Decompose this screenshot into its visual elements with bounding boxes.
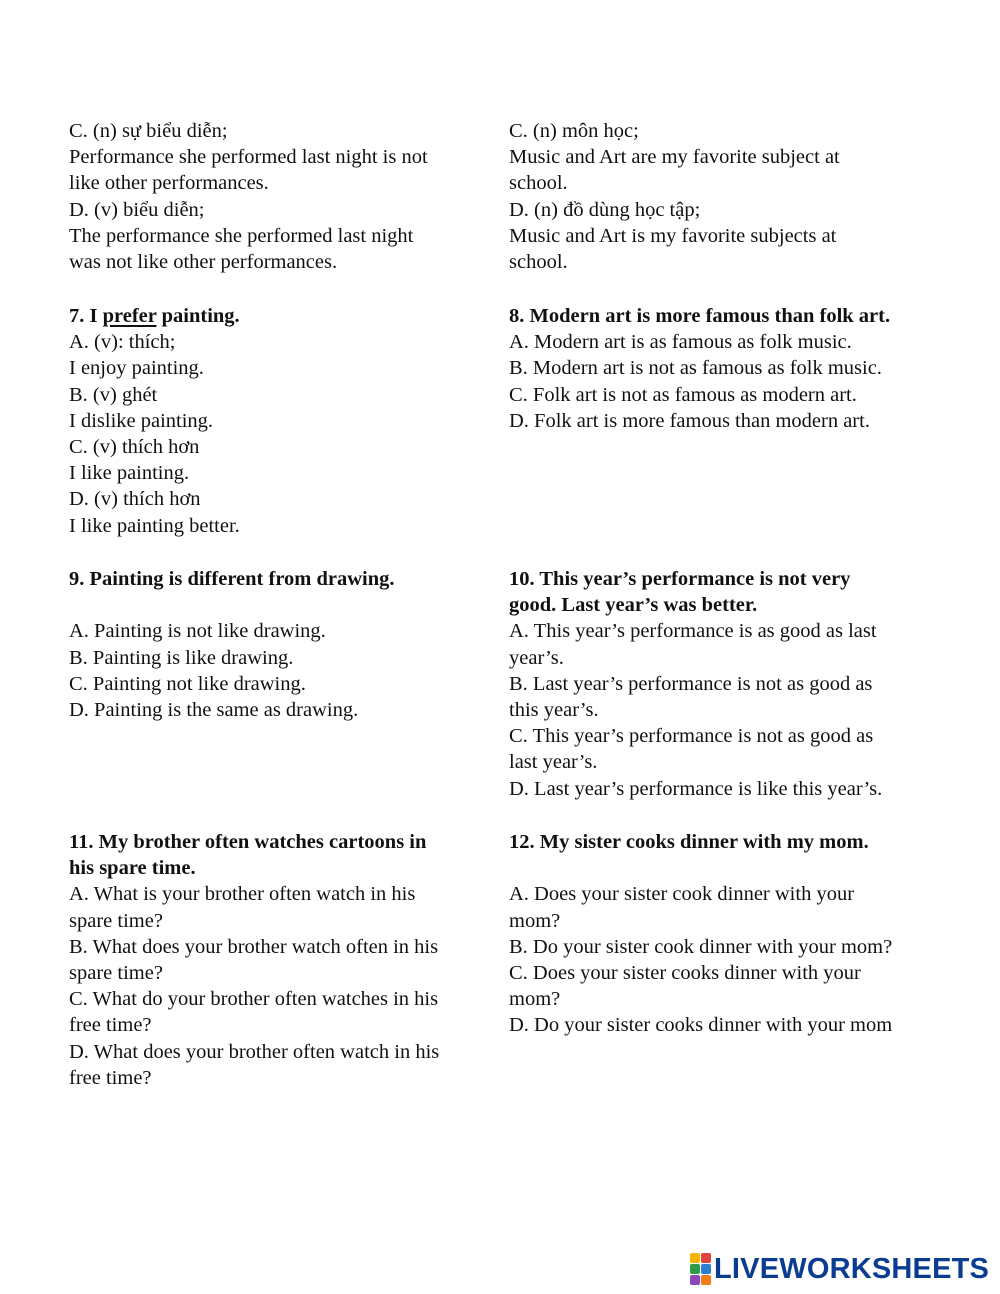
option-line: A. Does your sister cook dinner with your <box>509 883 855 906</box>
option-line: was not like other performances. <box>69 251 338 274</box>
liveworksheets-logo-icon <box>690 1253 711 1285</box>
spacer <box>69 592 489 618</box>
question-10 <box>509 566 949 802</box>
option-line: free time? <box>69 1066 152 1089</box>
option-line: spare time? <box>69 962 163 985</box>
option-line: A. What is your brother often watch in his <box>69 883 416 906</box>
option-line: C. (n) sự biểu diễn; <box>69 120 228 142</box>
option-line: C. What do your brother often watches in his <box>69 988 439 1011</box>
option-line: school. <box>509 251 568 274</box>
option-line: mom? <box>509 909 561 932</box>
q5-continuation <box>69 118 489 275</box>
option-line: school. <box>509 172 568 195</box>
option-line: B. Do your sister cook dinner with your mom? <box>509 935 893 958</box>
question-7 <box>69 303 489 539</box>
question-12-title: 12. My sister cooks dinner with my mom. <box>509 831 869 853</box>
option-line: A. (v): thích; <box>69 331 176 354</box>
question-9-title: 9. Painting is different from drawing. <box>69 568 395 590</box>
question-9 <box>69 566 489 723</box>
option-line: free time? <box>69 1014 152 1037</box>
option-line: A. This year’s performance is as good as last <box>509 620 877 643</box>
question-11-title: his spare time. <box>69 857 196 880</box>
option-line: B. Modern art is not as famous as folk music. <box>509 357 882 380</box>
option-line: C. (n) môn học; <box>509 120 639 142</box>
option-line: spare time? <box>69 909 163 932</box>
option-line: I enjoy painting. <box>69 357 204 380</box>
option-line: Performance she performed last night is not <box>69 146 428 169</box>
option-line: B. What does your brother watch often in his <box>69 935 439 958</box>
option-line: C. This year’s performance is not as good as <box>509 725 874 748</box>
option-line: C. Painting not like drawing. <box>69 672 306 695</box>
question-8 <box>509 303 949 434</box>
option-line: D. (v) biểu diễn; <box>69 198 205 221</box>
question-11 <box>69 829 489 1091</box>
option-line: A. Modern art is as famous as folk music. <box>509 331 852 354</box>
option-line: Music and Art is my favorite subjects at <box>509 224 837 247</box>
option-line: year’s. <box>509 646 564 669</box>
option-line: last year’s. <box>509 751 598 774</box>
option-line: D. Painting is the same as drawing. <box>69 699 359 721</box>
q6-continuation <box>509 118 949 275</box>
option-line: The performance she performed last night <box>69 224 414 247</box>
option-line: B. (v) ghét <box>69 383 158 406</box>
option-line: C. (v) thích hơn <box>69 436 200 459</box>
question-10-title: 10. This year’s performance is not very <box>509 568 851 590</box>
spacer <box>509 855 949 881</box>
option-line: B. Last year’s performance is not as good as <box>509 672 873 695</box>
option-line: A. Painting is not like drawing. <box>69 620 326 643</box>
option-line: C. Folk art is not as famous as modern art. <box>509 383 857 406</box>
option-line: D. Folk art is more famous than modern art. <box>509 409 870 432</box>
option-line: Music and Art are my favorite subject at <box>509 146 840 169</box>
option-line: D. Do your sister cooks dinner with your mom <box>509 1014 893 1037</box>
option-line: like other performances. <box>69 172 269 195</box>
question-10-title: good. Last year’s was better. <box>509 594 758 617</box>
option-line: mom? <box>509 988 561 1011</box>
option-line: C. Does your sister cooks dinner with your <box>509 962 861 984</box>
question-11-title: 11. My brother often watches cartoons in <box>69 831 427 853</box>
option-line: D. (v) thích hơn <box>69 488 201 511</box>
liveworksheets-logo[interactable] <box>690 1254 989 1284</box>
underlined-word: prefer <box>102 305 157 327</box>
option-line: B. Painting is like drawing. <box>69 646 294 669</box>
option-line: I like painting better. <box>69 514 240 537</box>
question-12 <box>509 829 949 1039</box>
option-line: D. Last year’s performance is like this year’s. <box>509 777 883 800</box>
logo-text: LIVEWORKSHEETS <box>714 1252 990 1285</box>
question-7-title: 7. I prefer painting. <box>69 305 240 327</box>
option-line: I like painting. <box>69 462 190 485</box>
option-line: this year’s. <box>509 699 599 722</box>
option-line: D. What does your brother often watch in his <box>69 1040 440 1063</box>
option-line: D. (n) đồ dùng học tập; <box>509 198 701 221</box>
question-8-title: 8. Modern art is more famous than folk art. <box>509 305 891 327</box>
option-line: I dislike painting. <box>69 409 214 432</box>
